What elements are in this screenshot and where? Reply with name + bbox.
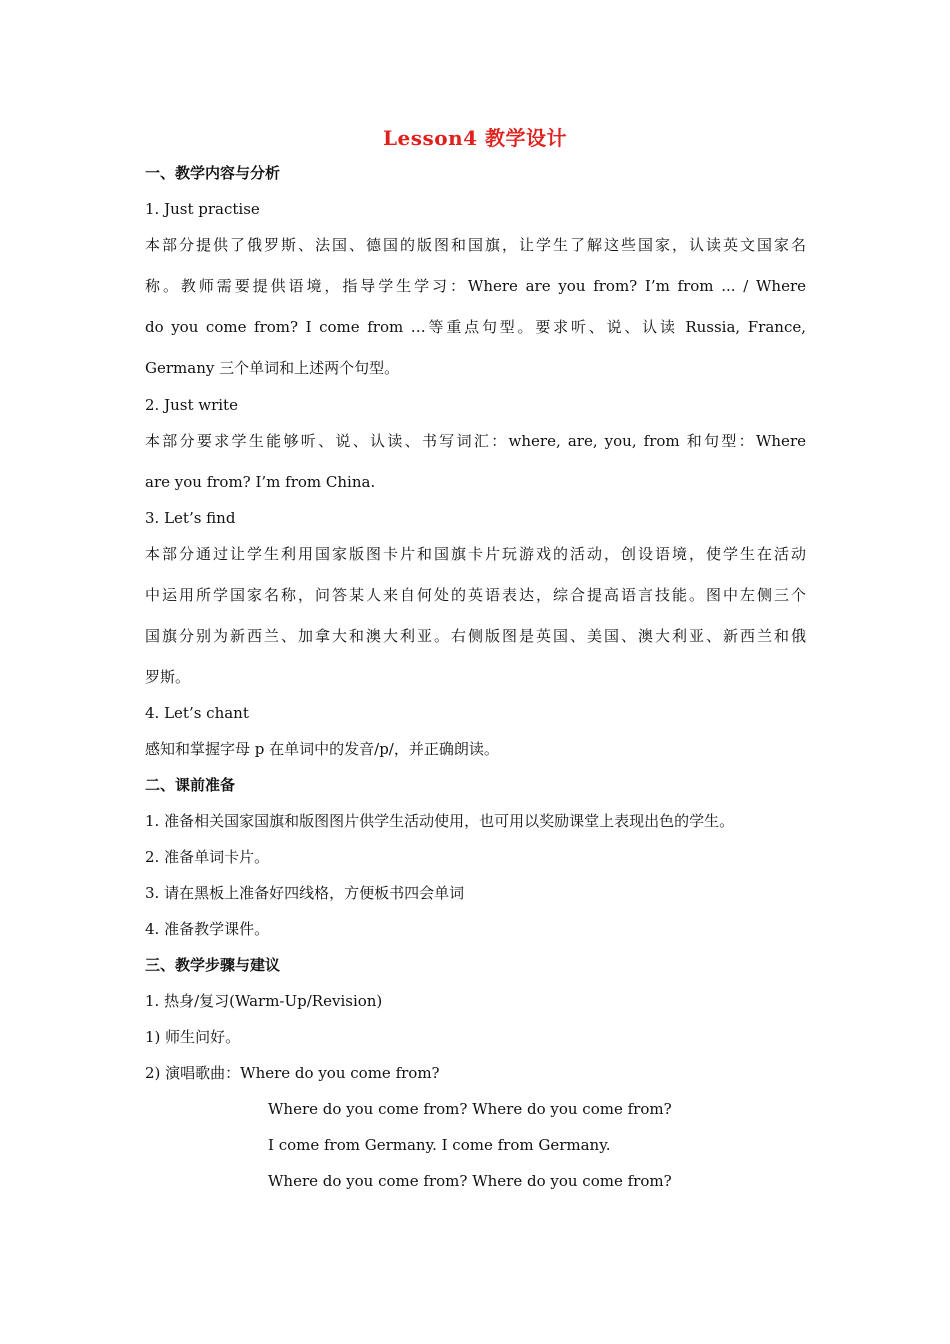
- section-heading-preparation: 二、课前准备: [145, 776, 236, 794]
- section-heading-content-analysis: 一、教学内容与分析: [145, 164, 281, 182]
- step-title-warm-up: 1. 热身/复习(Warm-Up/Revision): [145, 992, 383, 1010]
- document-title: Lesson4 教学设计: [382, 126, 568, 150]
- item-title-just-practise: 1. Just practise: [145, 200, 260, 218]
- list-item: 2. 准备单词卡片。: [145, 848, 270, 866]
- paragraph-line: 称。教师需要提供语境，指导学生学习：Where are you from? I’m from ... / Where: [145, 277, 806, 295]
- item-title-lets-find: 3. Let’s find: [145, 509, 236, 527]
- list-item: 3. 请在黑板上准备好四线格，方便板书四会单词: [145, 884, 465, 902]
- paragraph-line: are you from? I’m from China.: [145, 473, 376, 491]
- song-lyric-line: I come from Germany. I come from Germany.: [268, 1136, 611, 1154]
- paragraph-line: 罗斯。: [145, 668, 191, 686]
- paragraph-line: 本部分提供了俄罗斯、法国、德国的版图和国旗，让学生了解这些国家，认读英文国家名: [145, 236, 806, 254]
- sub-step: 2) 演唱歌曲：Where do you come from?: [145, 1064, 440, 1082]
- song-lyric-line: Where do you come from? Where do you come from?: [268, 1172, 672, 1190]
- item-title-lets-chant: 4. Let’s chant: [145, 704, 249, 722]
- paragraph-line: Germany 三个单词和上述两个句型。: [145, 359, 400, 377]
- paragraph-line: 本部分通过让学生利用国家版图卡片和国旗卡片玩游戏的活动，创设语境，使学生在活动: [145, 545, 806, 563]
- item-title-just-write: 2. Just write: [145, 396, 238, 414]
- paragraph-line: 国旗分别为新西兰、加拿大和澳大利亚。右侧版图是英国、美国、澳大利亚、新西兰和俄: [145, 627, 806, 645]
- paragraph-line: do you come from? I come from …等重点句型。要求听、说、认读 Russia, France,: [145, 318, 806, 336]
- section-heading-teaching-steps: 三、教学步骤与建议: [145, 956, 281, 974]
- paragraph-line: 中运用所学国家名称，问答某人来自何处的英语表达，综合提高语言技能。图中左侧三个: [145, 586, 806, 604]
- song-lyric-line: Where do you come from? Where do you come from?: [268, 1100, 672, 1118]
- paragraph-line: 感知和掌握字母 p 在单词中的发音/p/，并正确朗读。: [145, 740, 499, 758]
- list-item: 4. 准备教学课件。: [145, 920, 270, 938]
- paragraph-line: 本部分要求学生能够听、说、认读、书写词汇：where, are, you, from 和句型：Where: [145, 432, 806, 450]
- list-item: 1. 准备相关国家国旗和版图图片供学生活动使用，也可用以奖励课堂上表现出色的学生。: [145, 812, 735, 830]
- sub-step: 1) 师生问好。: [145, 1028, 241, 1046]
